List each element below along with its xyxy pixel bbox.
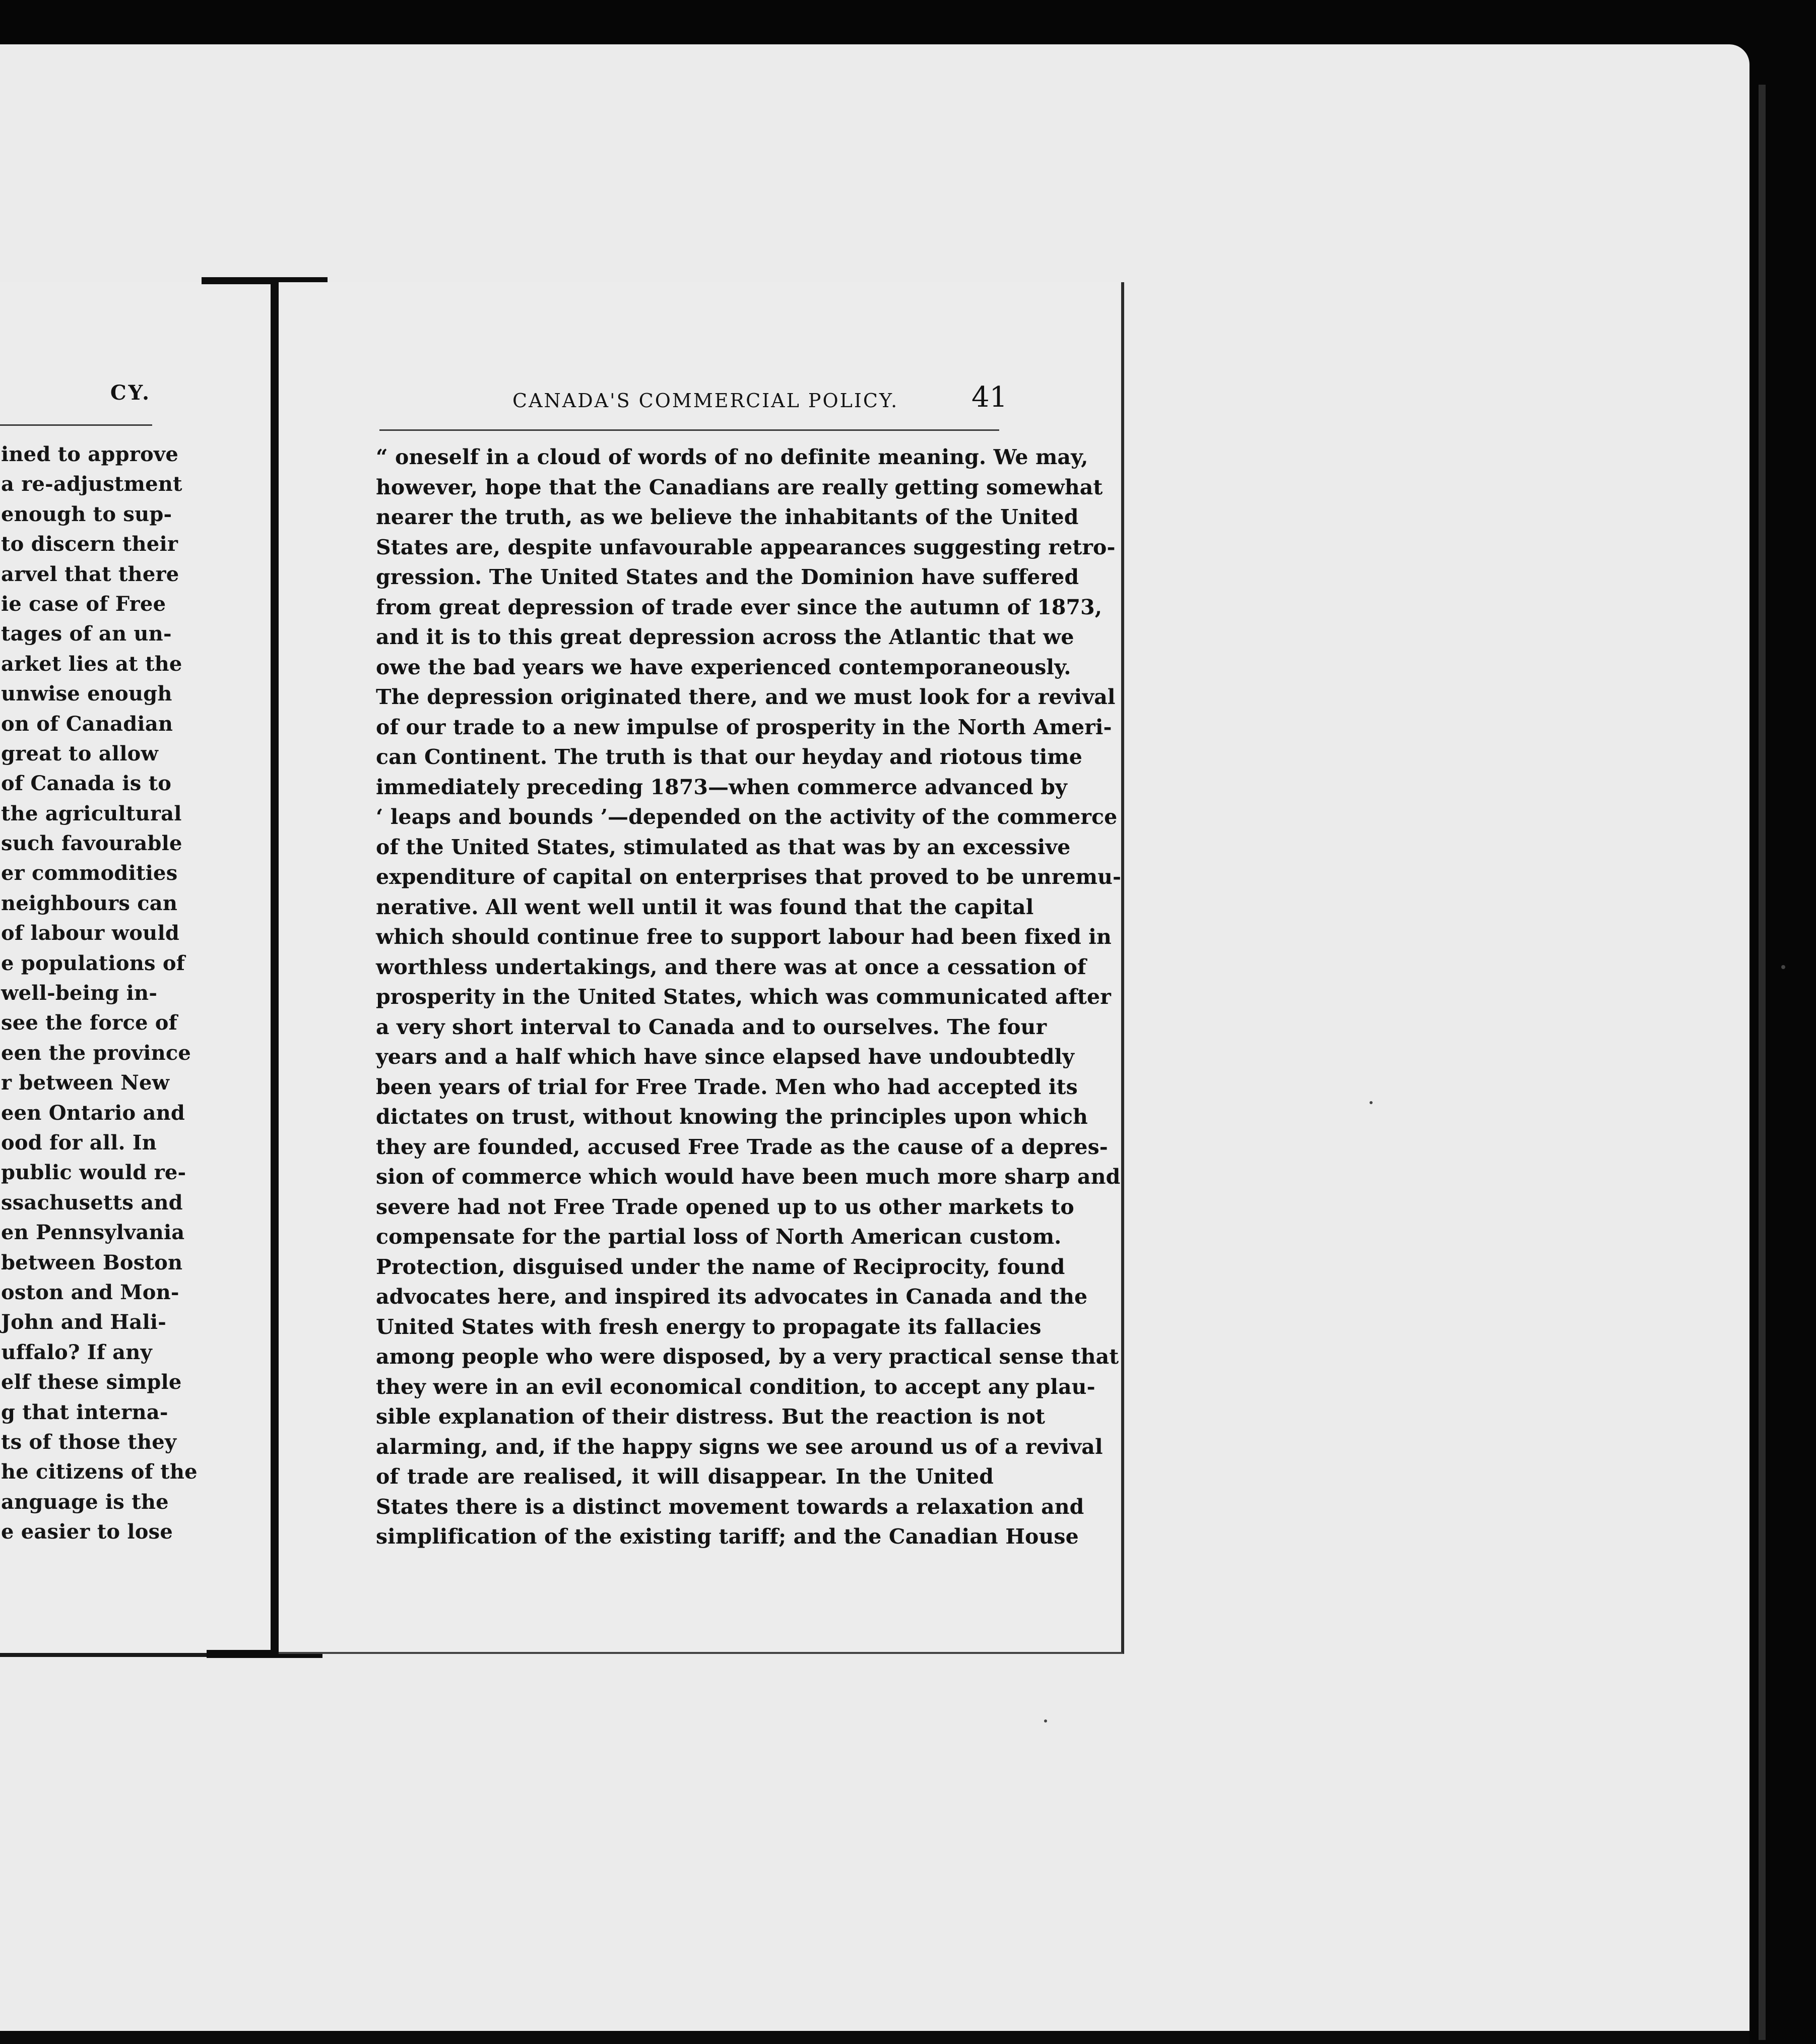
left-text-line: ssachusetts and [1,1190,183,1215]
left-text-line: he citizens of the [1,1460,198,1484]
left-text-line: on of Canadian [1,712,173,736]
text-line: severe had not Free Trade opened up to us other markets to [376,1194,1074,1219]
left-page-text [1,439,198,1547]
left-text-line: great to allow [1,741,159,765]
running-head: CANADA'S COMMERCIAL POLICY. [512,390,899,412]
left-text-line: enough to sup- [1,502,172,526]
text-line: prosperity in the United States, which was communicated after [376,985,1111,1009]
left-page [0,282,272,1657]
text-line: “ oneself in a cloud of words of no definite meaning. We may, [376,445,1088,469]
text-line: United States with fresh energy to propagate its fallacies [376,1314,1042,1339]
text-line: dictates on trust, without knowing the principles upon which [376,1105,1088,1129]
left-text-line: ts of those they [1,1430,177,1454]
left-text-line: tages of an un- [1,622,172,646]
film-edge-line [1759,85,1766,2040]
left-running-head: CY. [110,381,151,405]
left-text-line: elf these simple [1,1370,182,1394]
left-text-line: see the force of [1,1011,178,1035]
left-text-line: anguage is the [1,1490,169,1514]
left-text-line: of labour would [1,921,180,945]
text-line: alarming, and, if the happy signs we see around us of a revival [376,1434,1103,1459]
scan-speck [1781,965,1785,969]
body-text [376,442,1122,1552]
text-line: nerative. All went well until it was found that the capital [376,895,1034,919]
text-line: gression. The United States and the Dominion have suffered [376,565,1079,589]
left-text-line: arvel that there [1,562,179,586]
left-text-line: of Canada is to [1,772,172,796]
text-line: of the United States, stimulated as that was by an excessive [376,835,1071,859]
text-line: can Continent. The truth is that our heyday and riotous time [376,745,1082,769]
text-line: been years of trial for Free Trade. Men who had accepted its [376,1074,1078,1099]
text-line: The depression originated there, and we must look for a revival [376,685,1116,709]
left-text-line: r between New [1,1071,170,1095]
left-text-line: ie case of Free [1,592,166,616]
text-line: sion of commerce which would have been much more sharp and [376,1165,1121,1189]
head-rule [379,429,999,431]
text-line: ‘ leaps and bounds ’—depended on the activity of the commerce [376,805,1118,829]
text-line: compensate for the partial loss of North American custom. [376,1225,1062,1249]
text-line: advocates here, and inspired its advocates in Canada and the [376,1285,1088,1309]
left-text-line: unwise enough [1,682,172,706]
text-line: immediately preceding 1873—when commerce advanced by [376,775,1067,799]
left-text-line: such favourable [1,832,182,856]
film-edge-right [1749,44,1816,2044]
left-text-line: well-being in- [1,981,158,1005]
text-line: however, hope that the Canadians are really getting somewhat [376,475,1103,499]
text-line: a very short interval to Canada and to ourselves. The four [376,1014,1047,1039]
left-text-line: John and Hali- [1,1310,167,1334]
left-text-line: arket lies at the [1,652,182,676]
text-line: nearer the truth, as we believe the inhabitants of the United [376,505,1079,529]
film-edge-bottom [0,2031,1749,2044]
left-text-line: ined to approve [1,442,179,466]
text-line: and it is to this great depression across the Atlantic that we [376,625,1074,649]
scan-speck [1370,1101,1373,1104]
text-line: Protection, disguised under the name of Reciprocity, found [376,1254,1065,1279]
text-line: of our trade to a new impulse of prosperity in the North Ameri- [376,715,1112,739]
text-line: which should continue free to support labour had been fixed in [376,925,1112,949]
left-text-line: e easier to lose [1,1520,173,1544]
left-text-line: ood for all. In [1,1130,157,1155]
text-line: years and a half which have since elapsed have undoubtedly [376,1045,1075,1069]
scan-speck [1044,1719,1047,1722]
left-text-line: een the province [1,1041,191,1065]
right-page [279,282,1124,1654]
left-text-line: a re-adjustment [1,472,182,496]
left-text-line: g that interna- [1,1400,168,1424]
left-text-line: uffalo? If any [1,1340,152,1364]
left-text-line: to discern their [1,532,178,556]
page-number: 41 [971,381,1008,414]
text-line: simplification of the existing tariff; and the Canadian House [376,1524,1079,1549]
left-text-line: en Pennsylvania [1,1221,185,1245]
text-line: expenditure of capital on enterprises that proved to be unremu- [376,865,1122,889]
text-line: among people who were disposed, by a very practical sense that [376,1345,1119,1369]
left-text-line: oston and Mon- [1,1280,179,1304]
left-text-line: er commodities [1,861,178,885]
left-text-line: een Ontario and [1,1101,185,1125]
binding-spine [271,279,279,1654]
text-line: they are founded, accused Free Trade as the cause of a depres- [376,1134,1108,1159]
left-head-rule [0,424,152,426]
text-line: they were in an evil economical condition, to accept any plau- [376,1374,1095,1399]
text-line: from great depression of trade ever since the autumn of 1873, [376,595,1102,619]
left-text-line: the agricultural [1,801,182,825]
left-text-line: e populations of [1,951,185,975]
left-text-line: public would re- [1,1161,186,1185]
text-line: owe the bad years we have experienced contemporaneously. [376,655,1071,679]
text-line: worthless undertakings, and there was at once a cessation of [376,954,1086,979]
text-line: States there is a distinct movement towards a relaxation and [376,1494,1084,1519]
left-text-line: between Boston [1,1250,183,1274]
text-line: sible explanation of their distress. But the reaction is not [376,1404,1046,1429]
left-text-line: neighbours can [1,891,178,915]
text-line: of trade are realised, it will disappear. In the United [376,1464,994,1489]
text-line: States are, despite unfavourable appearances suggesting retro- [376,535,1116,559]
